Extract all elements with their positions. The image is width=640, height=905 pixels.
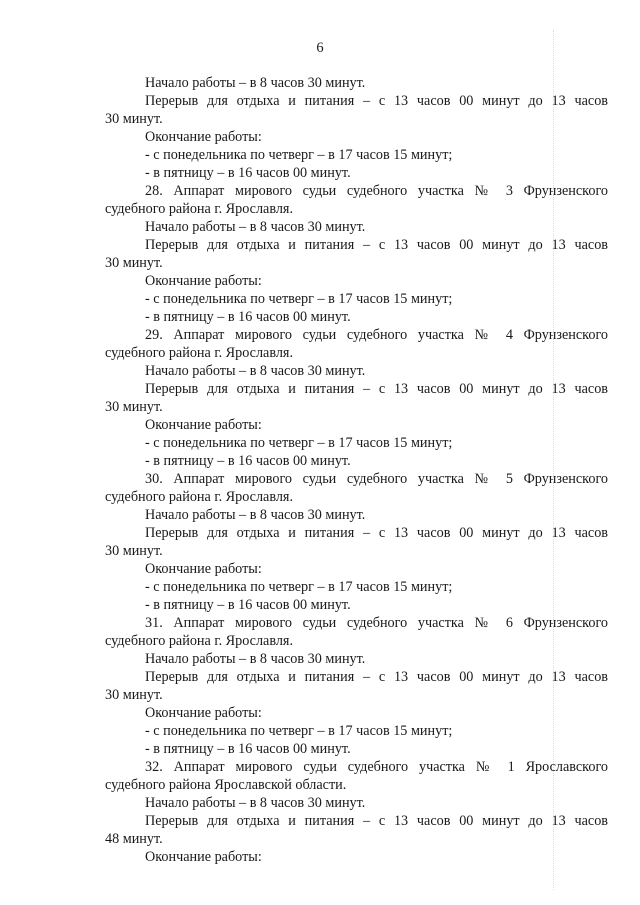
text-line: Начало работы – в 8 часов 30 минут. [145,219,366,235]
text-line: Начало работы – в 8 часов 30 минут. [145,75,366,91]
text-line: - с понедельника по четверг – в 17 часов 15 минут; [145,291,453,307]
text-line: 48 минут. [105,831,163,847]
text-line: - в пятницу – в 16 часов 00 минут. [145,453,351,469]
text-line: 28. Аппарат мирового судьи судебного участка № 3 Фрунзенского [145,183,608,199]
text-line: Окончание работы: [145,849,262,865]
text-line: судебного района г. Ярославля. [105,489,294,505]
text-line: Окончание работы: [145,273,262,289]
text-line: 32. Аппарат мирового судьи судебного участка № 1 Ярославского [145,759,608,775]
text-line: Перерыв для отдыха и питания – с 13 часов 00 минут до 13 часов [145,525,608,541]
text-line: Окончание работы: [145,417,262,433]
text-line: судебного района г. Ярославля. [105,633,294,649]
text-line: - с понедельника по четверг – в 17 часов 15 минут; [145,723,453,739]
text-line: Начало работы – в 8 часов 30 минут. [145,507,366,523]
text-line: - в пятницу – в 16 часов 00 минут. [145,165,351,181]
text-line: судебного района г. Ярославля. [105,345,294,361]
text-line: Перерыв для отдыха и питания – с 13 часов 00 минут до 13 часов [145,813,608,829]
text-line: 30. Аппарат мирового судьи судебного участка № 5 Фрунзенского [145,471,608,487]
text-line: Окончание работы: [145,561,262,577]
text-line: Начало работы – в 8 часов 30 минут. [145,795,366,811]
document-body [105,74,608,866]
text-line: - с понедельника по четверг – в 17 часов 15 минут; [145,435,453,451]
text-line: Начало работы – в 8 часов 30 минут. [145,651,366,667]
text-line: 31. Аппарат мирового судьи судебного участка № 6 Фрунзенского [145,615,608,631]
text-line: - в пятницу – в 16 часов 00 минут. [145,741,351,757]
text-line: Окончание работы: [145,129,262,145]
text-line: Перерыв для отдыха и питания – с 13 часов 00 минут до 13 часов [145,669,608,685]
scan-edge-line [553,30,554,890]
text-line: судебного района г. Ярославля. [105,201,294,217]
text-line: 30 минут. [105,687,163,703]
page-number: 6 [316,40,324,56]
text-line: Перерыв для отдыха и питания – с 13 часов 00 минут до 13 часов [145,381,608,397]
text-line: - с понедельника по четверг – в 17 часов 15 минут; [145,147,453,163]
text-line: Перерыв для отдыха и питания – с 13 часов 00 минут до 13 часов [145,93,608,109]
text-line: 30 минут. [105,111,163,127]
text-line: Перерыв для отдыха и питания – с 13 часов 00 минут до 13 часов [145,237,608,253]
text-line: 30 минут. [105,543,163,559]
text-line: 30 минут. [105,255,163,271]
text-line: 29. Аппарат мирового судьи судебного участка № 4 Фрунзенского [145,327,608,343]
text-line: Начало работы – в 8 часов 30 минут. [145,363,366,379]
text-line: - в пятницу – в 16 часов 00 минут. [145,309,351,325]
text-line: 30 минут. [105,399,163,415]
text-line: - в пятницу – в 16 часов 00 минут. [145,597,351,613]
text-line: - с понедельника по четверг – в 17 часов 15 минут; [145,579,453,595]
text-line: Окончание работы: [145,705,262,721]
text-line: судебного района Ярославской области. [105,777,347,793]
